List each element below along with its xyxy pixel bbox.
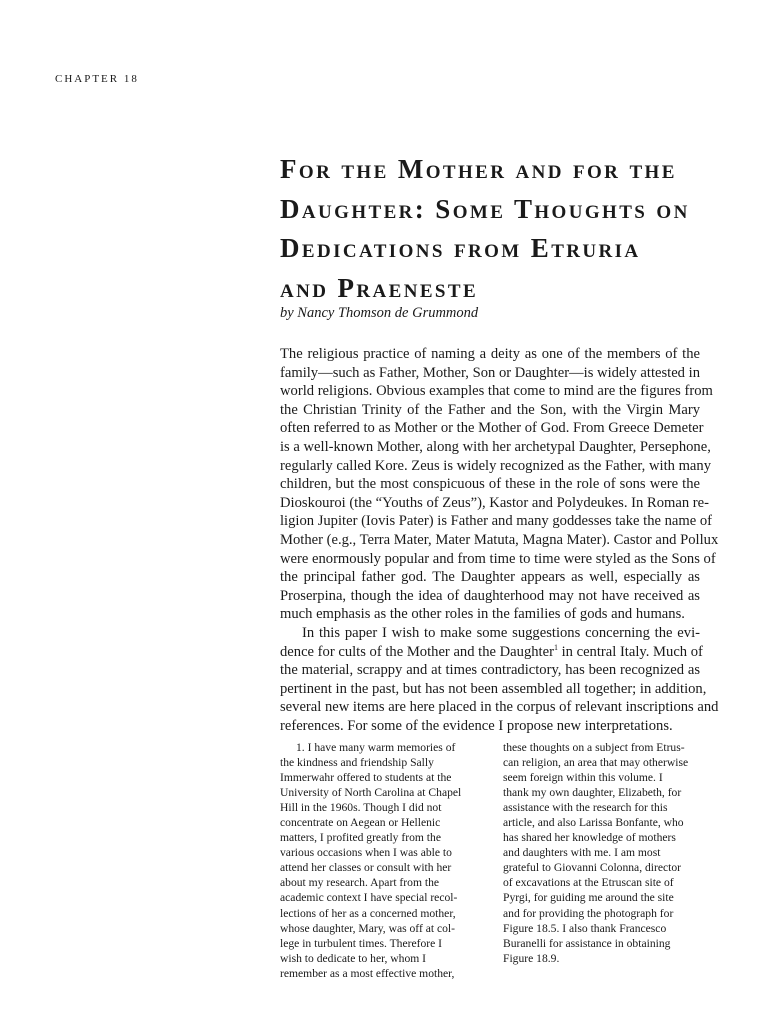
footnote-column-right: [503, 740, 703, 966]
body-line: children, but the most conspicuous of these in the role of sons were the: [280, 476, 700, 493]
body-line: In this paper I wish to make some suggestions concerning the evi-: [302, 624, 700, 641]
footnote-line: seem foreign within this volume. I: [503, 771, 663, 785]
title-line: Daughter: Some Thoughts on: [280, 193, 690, 224]
footnote-line: these thoughts on a subject from Etrus-: [503, 741, 685, 754]
body-line: ligion Jupiter (Iovis Pater) is Father and many goddesses take the name of: [280, 513, 713, 530]
footnote-line: can religion, an area that may otherwise: [503, 756, 689, 770]
body-line: references. For some of the evidence I propose new interpretations.: [280, 717, 673, 734]
chapter-label: CHAPTER 18: [55, 73, 139, 85]
footnote-line: whose daughter, Mary, was off at col-: [280, 921, 455, 935]
body-line: pertinent in the past, but has not been assembled all together; in addition,: [280, 680, 707, 697]
footnote-line: and for providing the photograph for: [503, 906, 674, 920]
title-line: Dedications from Etruria: [280, 233, 641, 263]
body-line: the principal father god. The Daughter appears as well, especially as: [280, 569, 700, 586]
footnote-line: remember as a most effective mother,: [280, 966, 455, 980]
footnote-line: wish to dedicate to her, whom I: [280, 951, 427, 965]
body-line: The religious practice of naming a deity as one of the members of the: [280, 346, 700, 362]
footnote-line: academic context I have special recol-: [280, 891, 458, 905]
body-line: several new items are here placed in the corpus of relevant inscriptions and: [280, 699, 719, 716]
body-line: Mother (e.g., Terra Mater, Mater Matuta, Magna Mater). Castor and Pollux: [280, 531, 719, 548]
footnote-line: the kindness and friendship Sally: [280, 756, 434, 770]
body-line: family—such as Father, Mother, Son or Daughter—is widely attested in: [280, 364, 700, 381]
body-line: the material, scrappy and at times contradictory, has been recognized as: [280, 662, 700, 679]
footnote-line: Figure 18.9.: [503, 951, 560, 965]
footnote-line: and daughters with me. I am most: [503, 846, 661, 860]
footnote-line: has shared her knowledge of mothers: [503, 831, 676, 845]
footnote-line: Figure 18.5. I also thank Francesco: [503, 921, 667, 935]
body-line: regularly called Kore. Zeus is widely recognized as the Father, with many: [280, 457, 711, 474]
body-line: is a well-known Mother, along with her archetypal Daughter, Persephone,: [280, 438, 711, 455]
article-title: [280, 150, 720, 308]
footnote-line: 1. I have many warm memories of: [296, 741, 456, 754]
title-line: For the Mother and for the: [280, 154, 677, 184]
footnote-line: thank my own daughter, Elizabeth, for: [503, 786, 682, 800]
footnote-line: University of North Carolina at Chapel: [280, 786, 462, 800]
footnote-line: of excavations at the Etruscan site of: [503, 876, 674, 890]
body-line: often referred to as Mother or the Mother of God. From Greece Demeter: [280, 420, 704, 437]
footnote-line: lege in turbulent times. Therefore I: [280, 936, 443, 950]
footnote-line: Hill in the 1960s. Though I did not: [280, 801, 442, 815]
title-line: and Praeneste: [280, 272, 479, 303]
footnote-line: attend her classes or consult with her: [280, 861, 452, 875]
body-line: the Christian Trinity of the Father and the Son, with the Virgin Mary: [280, 401, 700, 418]
body-line: Proserpina, though the idea of daughterhood may not have received as: [280, 587, 700, 604]
footnote-line: grateful to Giovanni Colonna, director: [503, 861, 682, 875]
body-line: were enormously popular and from time to time were styled as the Sons of: [280, 550, 716, 567]
footnote-line: lections of her as a concerned mother,: [280, 906, 456, 920]
body-line: [280, 642, 703, 662]
body-line: Dioskouroi (the “Youths of Zeus”), Kastor and Polydeukes. In Roman re-: [280, 494, 709, 511]
author-byline: by Nancy Thomson de Grummond: [280, 305, 479, 321]
body-line: world religions. Obvious examples that come to mind are the figures from: [280, 383, 713, 400]
body-line: much emphasis as the other roles in the families of gods and humans.: [280, 606, 685, 623]
footnote-line: assistance with the research for this: [503, 801, 668, 815]
body-text-segment: dence for cults of the Mother and the Daughter: [280, 643, 554, 660]
footnote-line: Buranelli for assistance in obtaining: [503, 936, 671, 950]
footnote-column-left: [280, 740, 480, 981]
footnote-ref[interactable]: 1: [553, 642, 558, 652]
body-text-segment: in central Italy. Much of: [557, 643, 703, 660]
footnote-line: Immerwahr offered to students at the: [280, 771, 452, 785]
footnote-line: article, and also Larissa Bonfante, who: [503, 816, 684, 830]
footnote-line: Pyrgi, for guiding me around the site: [503, 891, 674, 905]
footnote-line: various occasions when I was able to: [280, 846, 452, 860]
footnote-line: concentrate on Aegean or Hellenic: [280, 816, 441, 830]
footnote-line: about my research. Apart from the: [280, 876, 440, 890]
footnote-line: matters, I profited greatly from the: [280, 831, 441, 845]
body-text: [280, 345, 719, 735]
